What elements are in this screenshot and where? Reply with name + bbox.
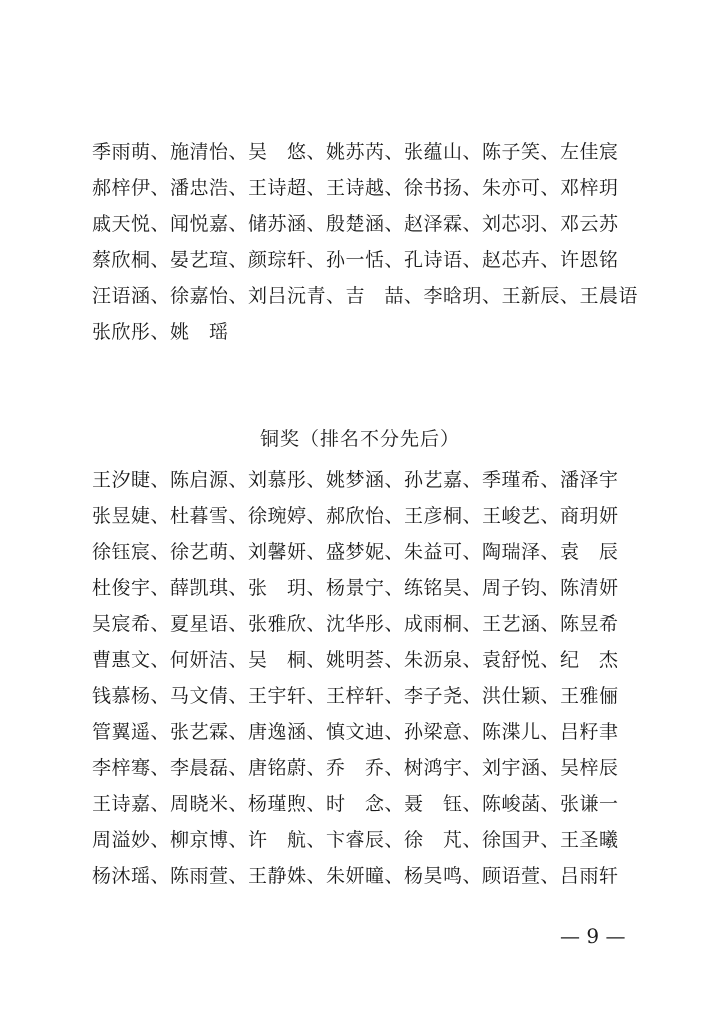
name-row: 曹惠文、何妍洁、吴 桐、姚明荟、朱沥泉、袁舒悦、纪 杰	[92, 649, 619, 671]
bronze-award-name-list	[92, 462, 632, 894]
bronze-award-heading: 铜奖（排名不分先后）	[259, 428, 460, 450]
name-row: 徐钰宸、徐艺萌、刘馨妍、盛梦妮、朱益可、陶瑞泽、袁 辰	[92, 541, 619, 563]
name-row: 郝梓伊、潘忠浩、王诗超、王诗越、徐书扬、朱亦可、邓梓玥	[92, 177, 619, 199]
name-row: 汪语涵、徐嘉怡、刘吕沅青、吉 喆、李晗玥、王新辰、王晨语	[92, 285, 639, 307]
name-row: 杨沐瑶、陈雨萱、王静姝、朱妍曈、杨昊鸣、顾语萱、吕雨轩	[92, 865, 619, 887]
name-row: 管翼遥、张艺霖、唐逸涵、慎文迪、孙梁意、陈渫儿、吕籽聿	[92, 721, 619, 743]
name-row: 戚天悦、闻悦嘉、储苏涵、殷楚涵、赵泽霖、刘芯羽、邓云苏	[92, 213, 619, 235]
page-number: — 9 —	[560, 924, 626, 948]
name-row: 季雨萌、施清怡、吴 悠、姚苏芮、张蕴山、陈子笑、左佳宸	[92, 141, 619, 163]
name-row: 蔡欣桐、晏艺瑄、颜琮轩、孙一恬、孔诗语、赵芯卉、许恩铭	[92, 249, 619, 271]
award-name-list	[92, 134, 639, 350]
name-row: 张昱婕、杜暮雪、徐琬婷、郝欣怡、王彦桐、王峻艺、商玥妍	[92, 505, 619, 527]
name-row: 王诗嘉、周晓米、杨瑾煦、时 念、聂 钰、陈峻菡、张谦一	[92, 793, 619, 815]
name-row: 王汐睫、陈启源、刘慕彤、姚梦涵、孙艺嘉、季瑾希、潘泽宇	[92, 469, 619, 491]
name-row: 周溢妙、柳京博、许 航、卞睿辰、徐 芃、徐国尹、王圣曦	[92, 829, 619, 851]
name-row: 钱慕杨、马文倩、王宇轩、王梓轩、李子尧、洪仕颖、王雅俪	[92, 685, 619, 707]
name-row: 杜俊宇、薛凯琪、张 玥、杨景宁、练铭昊、周子钧、陈清妍	[92, 577, 619, 599]
name-row: 吴宸希、夏星语、张雅欣、沈华彤、成雨桐、王艺涵、陈昱希	[92, 613, 619, 635]
name-row: 张欣彤、姚 瑶	[92, 321, 229, 343]
name-row: 李梓骞、李晨磊、唐铭蔚、乔 乔、树鸿宇、刘宇涵、吴梓辰	[92, 757, 619, 779]
